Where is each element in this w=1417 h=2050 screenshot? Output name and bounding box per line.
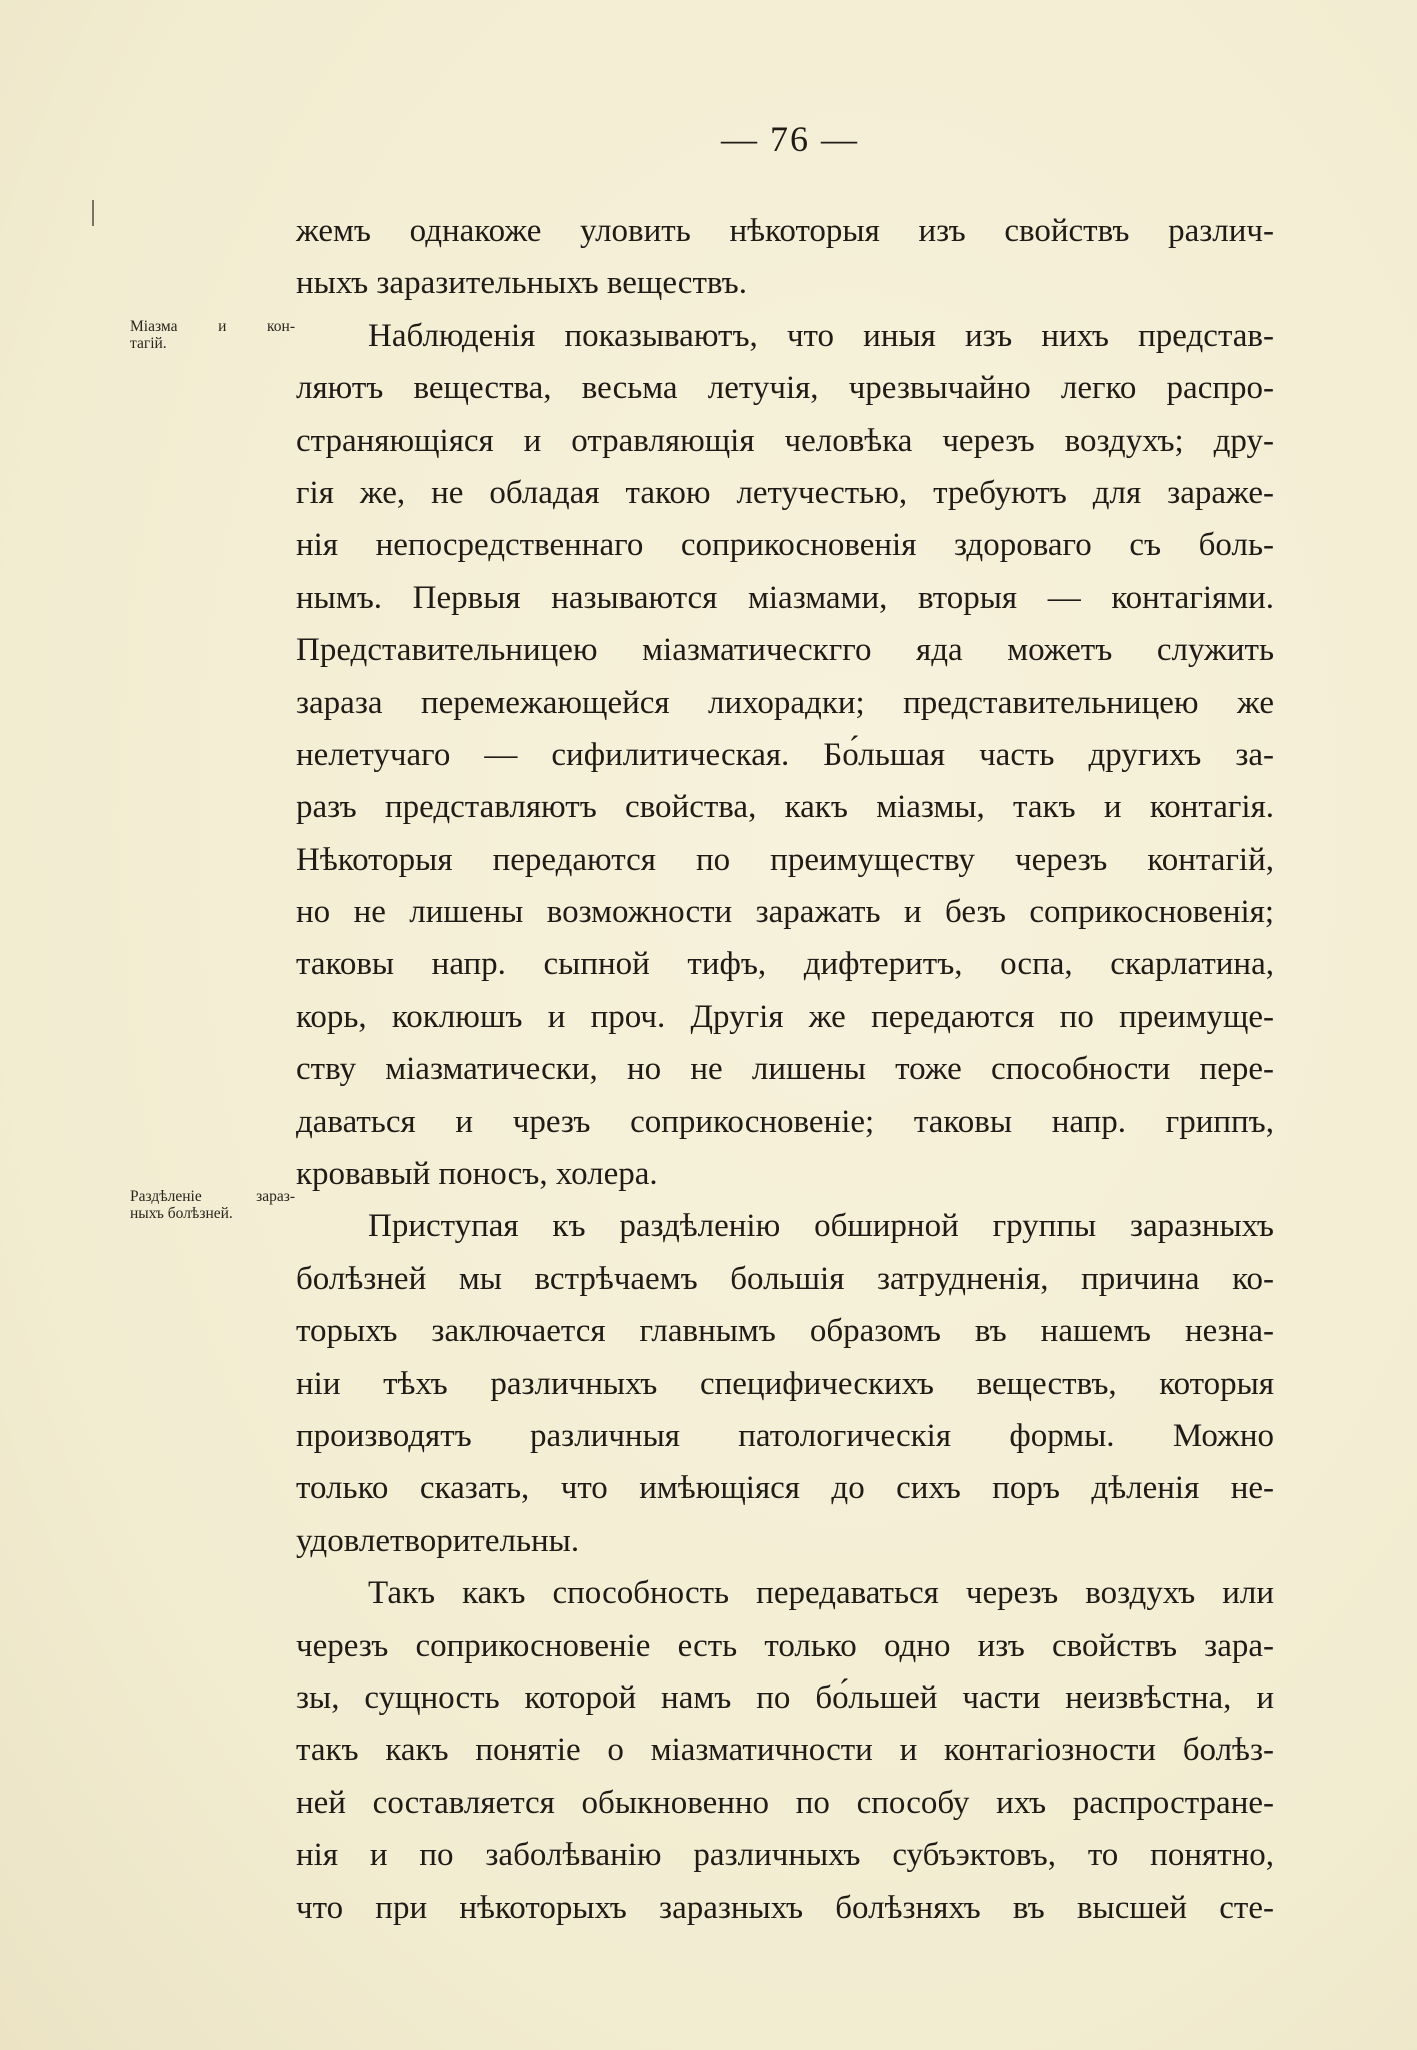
text-line: ныхъ заразительныхъ веществъ. [296, 265, 747, 302]
text-line: нія непосредственнаго соприкосновенія здороваго съ боль- [296, 527, 1274, 564]
text-line: нелетучаго — сифилитическая. Бо́льшая часть другихъ за- [296, 736, 1274, 773]
text-line: таковы напр. сыпной тифъ, дифтеритъ, оспа, скарлатина, [296, 946, 1274, 983]
body-text [296, 205, 1274, 1934]
text-line: Нѣкоторыя передаются по преимуществу черезъ контагій, [296, 841, 1274, 878]
text-line: даваться и чрезъ соприкосновеніе; таковы напр. гриппъ, [296, 1103, 1274, 1140]
margin-note-line: Раздѣленіе зараз- [130, 1188, 295, 1205]
text-line: производятъ различныя патологическія формы. Можно [296, 1417, 1274, 1454]
text-line: Наблюденія показываютъ, что иныя изъ нихъ представ- [368, 317, 1274, 354]
text-line: гія же, не обладая такою летучестью, требуютъ для зараже- [296, 474, 1274, 511]
text-line: ляютъ вещества, весьма летучія, чрезвычайно легко распро- [296, 370, 1274, 407]
text-line: корь, коклюшъ и проч. Другія же передаются по преимуще- [296, 998, 1274, 1035]
text-line: зы, сущность которой намъ по бо́льшей части неизвѣстна, и [296, 1679, 1274, 1716]
text-line: ніи тѣхъ различныхъ специфическихъ веществъ, которыя [296, 1365, 1274, 1402]
text-line: ней составляется обыкновенно по способу ихъ распростране- [296, 1784, 1274, 1821]
text-line: болѣзней мы встрѣчаемъ большія затрудненія, причина ко- [296, 1260, 1274, 1297]
text-line: только сказать, что имѣющіяся до сихъ поръ дѣленія не- [296, 1470, 1274, 1507]
text-line: зараза перемежающейся лихорадки; представительницею же [296, 684, 1274, 721]
text-line: что при нѣкоторыхъ заразныхъ болѣзняхъ въ высшей сте- [296, 1889, 1274, 1926]
page-number: — 76 — [721, 119, 859, 159]
edge-mark [92, 200, 94, 226]
margin-note-line: ныхъ болѣзней. [130, 1205, 233, 1222]
text-line: Представительницею міазматическгго яда можетъ служить [296, 632, 1274, 669]
text-line: ству міазматически, но не лишены тоже способности пере- [296, 1051, 1274, 1088]
text-line: но не лишены возможности заражать и безъ соприкосновенія; [296, 894, 1274, 931]
text-line: страняющіяся и отравляющія человѣка черезъ воздухъ; дру- [296, 422, 1274, 459]
text-line: нымъ. Первыя называются міазмами, вторыя — контагіями. [296, 579, 1274, 616]
text-line: удовлетворительны. [296, 1522, 580, 1559]
text-line: жемъ однакоже уловить нѣкоторыя изъ свойствъ различ- [296, 213, 1274, 249]
text-line: Такъ какъ способность передаваться черезъ воздухъ или [368, 1575, 1274, 1612]
text-line: кровавый поносъ, холера. [296, 1156, 658, 1193]
text-line: разъ представляютъ свойства, какъ міазмы, такъ и контагія. [296, 789, 1274, 826]
text-line: нія и по заболѣванію различныхъ субъэктовъ, то понятно, [296, 1837, 1274, 1874]
text-line: черезъ соприкосновеніе есть только одно изъ свойствъ зара- [296, 1627, 1274, 1664]
text-line: торыхъ заключается главнымъ образомъ въ нашемъ незна- [296, 1313, 1274, 1350]
margin-note-miasma [130, 318, 295, 352]
margin-note-line: тагій. [130, 335, 167, 352]
text-line: Приступая къ раздѣленію обширной группы заразныхъ [368, 1208, 1274, 1245]
text-line: такъ какъ понятіе о міазматичности и контагіозности болѣз- [296, 1732, 1274, 1769]
margin-note-line: Міазма и кон- [130, 318, 295, 335]
margin-note-classification [130, 1188, 295, 1222]
